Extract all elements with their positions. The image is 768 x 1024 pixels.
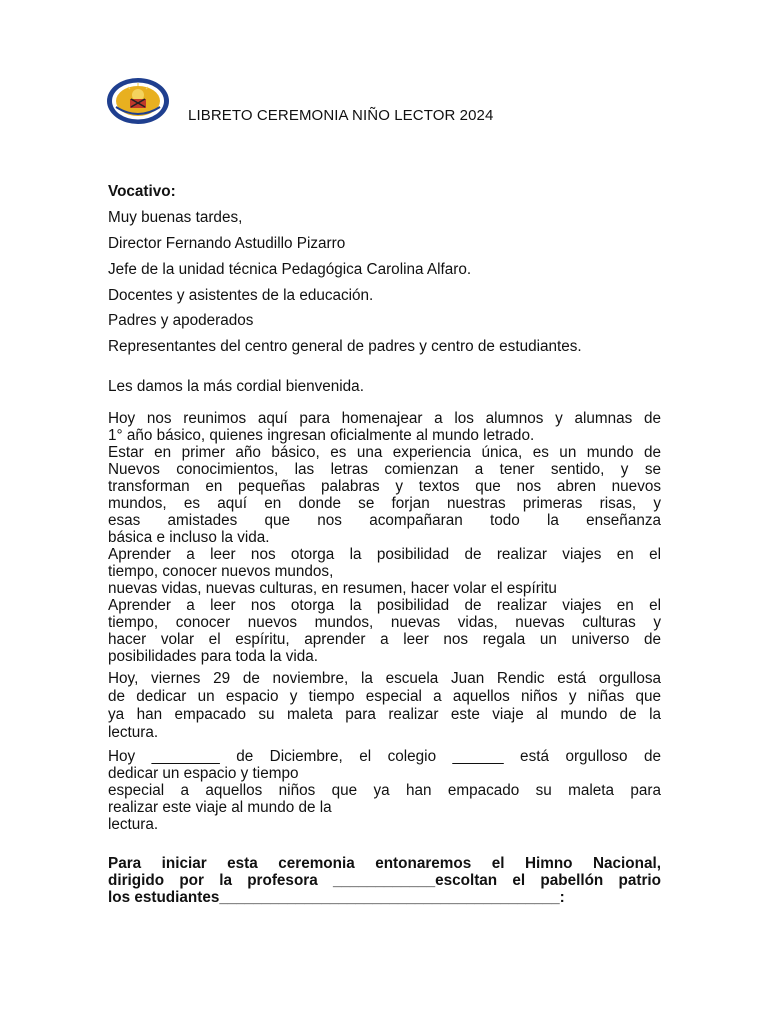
- vocativo-label: Vocativo:: [108, 183, 176, 200]
- paragraph-template: [108, 748, 661, 833]
- text-line: básica e incluso la vida.: [108, 529, 270, 546]
- text-line: dirigido por la profesora ____________escoltan el pabellón patrio: [108, 872, 661, 889]
- text-line: esas amistades que nos acompañaran todo la enseñanza: [108, 512, 661, 529]
- text-line: los estudiantes________________________________________:: [108, 889, 565, 906]
- vocativo-line: Representantes del centro general de padres y centro de estudiantes.: [108, 338, 582, 355]
- vocativo-line: Muy buenas tardes,: [108, 209, 243, 226]
- paragraph-anthem: [108, 855, 661, 906]
- page-title: LIBRETO CEREMONIA NIÑO LECTOR 2024: [188, 107, 494, 124]
- vocativo-line: Padres y apoderados: [108, 312, 254, 329]
- text-line: tiempo, conocer nuevos mundos, nuevas vidas, nuevas culturas y: [108, 614, 661, 631]
- vocativo-line: Director Fernando Astudillo Pizarro: [108, 235, 346, 252]
- text-line: hacer volar el espíritu, aprender a leer nos regala un universo de: [108, 631, 661, 648]
- paragraph-ceremony: [108, 670, 661, 742]
- text-line: nuevas vidas, nuevas culturas, en resumen, hacer volar el espíritu: [108, 580, 557, 597]
- text-line: Nuevos conocimientos, las letras comienzan a tener sentido, y se: [108, 461, 661, 478]
- vocativo-line: Jefe de la unidad técnica Pedagógica Carolina Alfaro.: [108, 261, 472, 278]
- text-line: Estar en primer año básico, es una experiencia única, es un mundo de: [108, 444, 661, 461]
- paragraph-intro: [108, 410, 661, 665]
- text-line: lectura.: [108, 816, 159, 833]
- welcome-text: Les damos la más cordial bienvenida.: [108, 378, 364, 395]
- text-line: de dedicar un espacio y tiempo especial a aquellos niños y niñas que: [108, 688, 661, 705]
- text-line: Hoy ________ de Diciembre, el colegio ______ está orgulloso de: [108, 748, 661, 765]
- text-line: mundos, es aquí en donde se forjan nuestras primeras risas, y: [108, 495, 661, 512]
- school-logo: [106, 77, 170, 125]
- text-line: lectura.: [108, 724, 159, 741]
- text-line: dedicar un espacio y tiempo: [108, 765, 299, 782]
- text-line: posibilidades para toda la vida.: [108, 648, 319, 665]
- text-line: Aprender a leer nos otorga la posibilidad de realizar viajes en el: [108, 597, 661, 614]
- text-line: 1° año básico, quienes ingresan oficialmente al mundo letrado.: [108, 427, 535, 444]
- text-line: Hoy nos reunimos aquí para homenajear a los alumnos y alumnas de: [108, 410, 661, 427]
- vocativo-line: Docentes y asistentes de la educación.: [108, 287, 374, 304]
- text-line: especial a aquellos niños que ya han empacado su maleta para: [108, 782, 661, 799]
- text-line: ya han empacado su maleta para realizar este viaje al mundo de la: [108, 706, 661, 723]
- text-line: Para iniciar esta ceremonia entonaremos el Himno Nacional,: [108, 855, 661, 872]
- text-line: tiempo, conocer nuevos mundos,: [108, 563, 334, 580]
- text-line: realizar este viaje al mundo de la: [108, 799, 332, 816]
- text-line: Aprender a leer nos otorga la posibilidad de realizar viajes en el: [108, 546, 661, 563]
- text-line: transforman en pequeñas palabras y textos que nos abren nuevos: [108, 478, 661, 495]
- text-line: Hoy, viernes 29 de noviembre, la escuela Juan Rendic está orgullosa: [108, 670, 661, 687]
